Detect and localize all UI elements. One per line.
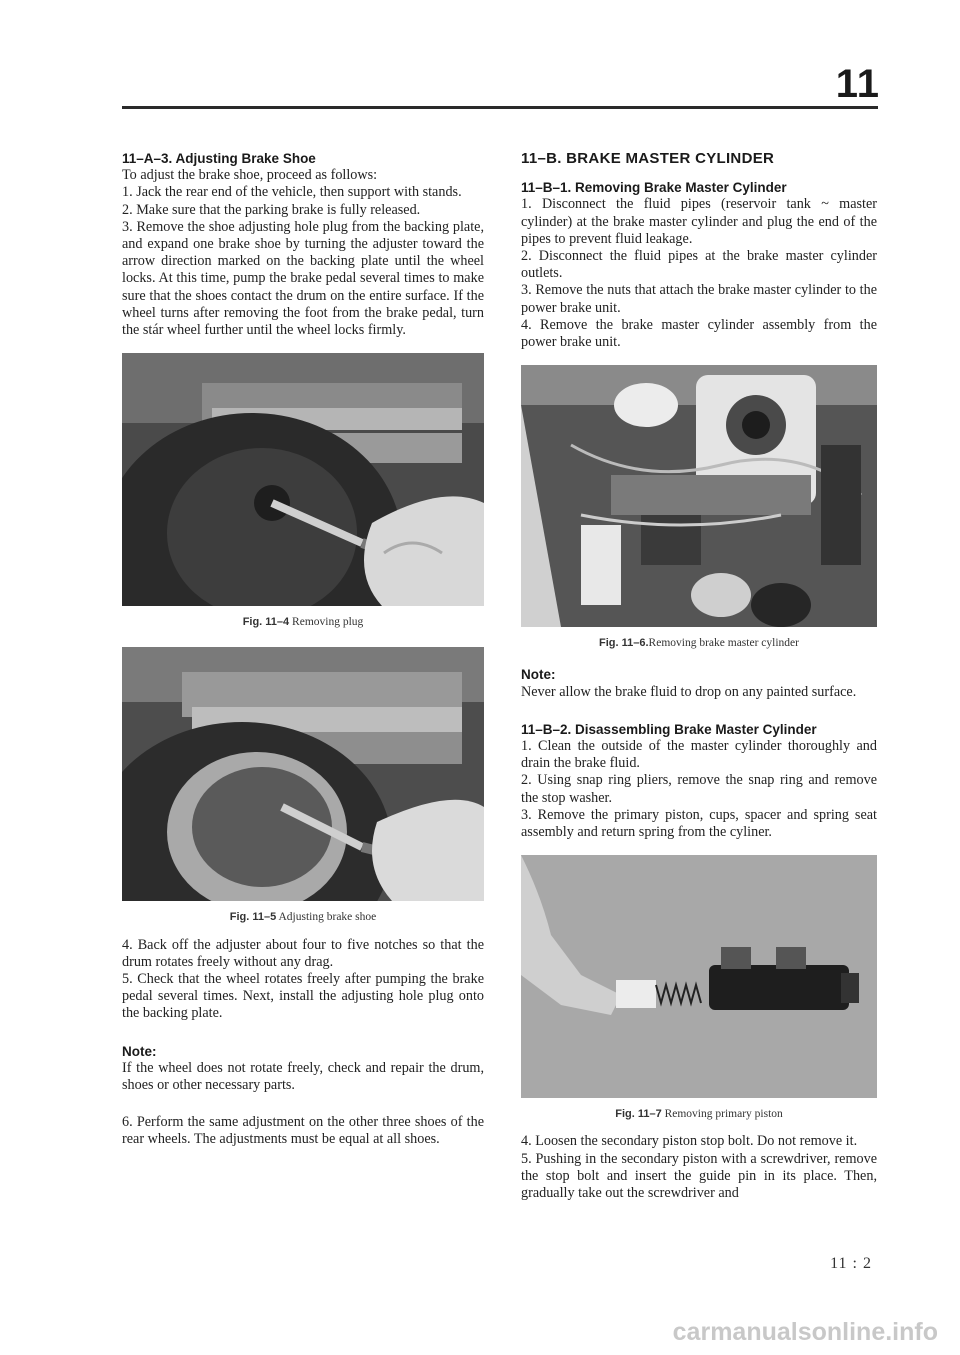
step-1: 1. Clean the outside of the master cylinder thoroughly and drain the brake fluid.: [521, 738, 877, 772]
step-2: 2. Using snap ring pliers, remove the snap ring and remove the stop washer.: [521, 772, 877, 806]
figure-number: Fig. 11–5: [229, 911, 277, 924]
figure-caption-text: Removing plug: [292, 616, 364, 629]
figure-caption: [521, 635, 877, 652]
figure-caption-text: Removing primary piston: [664, 1108, 783, 1121]
photo-primary-piston: [521, 855, 877, 1098]
step-6: 6. Perform the same adjustment on the other three shoes of the rear wheels. The adjustments must be equal at all shoes.: [122, 1114, 484, 1148]
left-column: [122, 150, 484, 1149]
figure-number: Fig. 11–7: [615, 1108, 662, 1121]
figure-11-6: [521, 365, 877, 652]
watermark: carmanualsonline.info: [672, 1318, 938, 1346]
photo-adjusting-brake-shoe: [122, 647, 484, 901]
figure-11-4: [122, 353, 484, 631]
figure-caption: [521, 1106, 877, 1123]
chapter-number: 11: [835, 62, 880, 106]
figure-caption: [122, 909, 484, 926]
step-5: 5. Pushing in the secondary piston with a screwdriver, remove the stop bolt and insert the guide pin in its place. Then, gradually take out the screwdriver and: [521, 1150, 877, 1202]
step-3: 3. Remove the shoe adjusting hole plug from the backing plate, and expand one brake shoe by turning the adjuster toward the arrow direction marked on the backing plate until the wheel locks. At this time, pump the brake pedal several times to make sure that the shoes contact the drum on the entire surface. If the wheel turns after removing the foot from the brake pedal, turn the stár wheel further until the wheel locks firmly.: [122, 218, 484, 339]
step-2: 2. Disconnect the fluid pipes at the brake master cylinder outlets.: [521, 248, 877, 282]
figure-11-7: [521, 855, 877, 1123]
figure-number: Fig. 11–4: [242, 616, 290, 629]
right-column: [521, 150, 877, 1202]
step-2: 2. Make sure that the parking brake is fully released.: [122, 201, 421, 218]
photo-engine-bay: [521, 365, 877, 627]
section-heading-11-b-1: 11–B–1. Removing Brake Master Cylinder: [521, 180, 787, 196]
figure-caption-text: Adjusting brake shoe: [278, 911, 377, 924]
note-text: If the wheel does not rotate freely, check and repair the drum, shoes or other necessary parts.: [122, 1059, 484, 1094]
figure-caption: [122, 614, 484, 631]
step-4: 4. Loosen the secondary piston stop bolt. Do not remove it.: [521, 1133, 858, 1150]
figure-11-5: [122, 647, 484, 926]
figure-caption-text: Removing brake master cylinder: [648, 637, 799, 650]
section-heading-11-b: 11–B. BRAKE MASTER CYLINDER: [521, 150, 775, 167]
section-heading-11-b-2: 11–B–2. Disassembling Brake Master Cylinder: [521, 721, 817, 737]
note-label: Note:: [122, 1043, 157, 1059]
step-3: 3. Remove the nuts that attach the brake master cylinder to the power brake unit.: [521, 282, 877, 316]
header-rule: [122, 106, 878, 109]
step-3: 3. Remove the primary piston, cups, spacer and spring seat assembly and return spring from the cyliner.: [521, 806, 877, 841]
photo-removing-plug: [122, 353, 484, 606]
section-heading-11-a-3: 11–A–3. Adjusting Brake Shoe: [122, 151, 316, 166]
step-5: 5. Check that the wheel rotates freely after pumping the brake pedal several times. Next, install the adjusting hole plug onto the backing plate.: [122, 971, 484, 1022]
step-4: 4. Remove the brake master cylinder assembly from the power brake unit.: [521, 316, 877, 351]
page-number: 11 : 2: [830, 1255, 872, 1272]
note-label: Note:: [521, 667, 556, 683]
intro-text: To adjust the brake shoe, proceed as follows:: [122, 167, 378, 184]
figure-number: Fig. 11–6.: [599, 637, 649, 650]
step-4: 4. Back off the adjuster about four to five notches so that the drum rotates freely without any drag.: [122, 936, 484, 970]
note-text: Never allow the brake fluid to drop on any painted surface.: [521, 683, 857, 700]
step-1: 1. Jack the rear end of the vehicle, then support with stands.: [122, 184, 462, 201]
step-1: 1. Disconnect the fluid pipes (reservoir tank ~ master cylinder) at the brake master cylinder and plug the end of the pipes to prevent fluid leakage.: [521, 196, 877, 247]
